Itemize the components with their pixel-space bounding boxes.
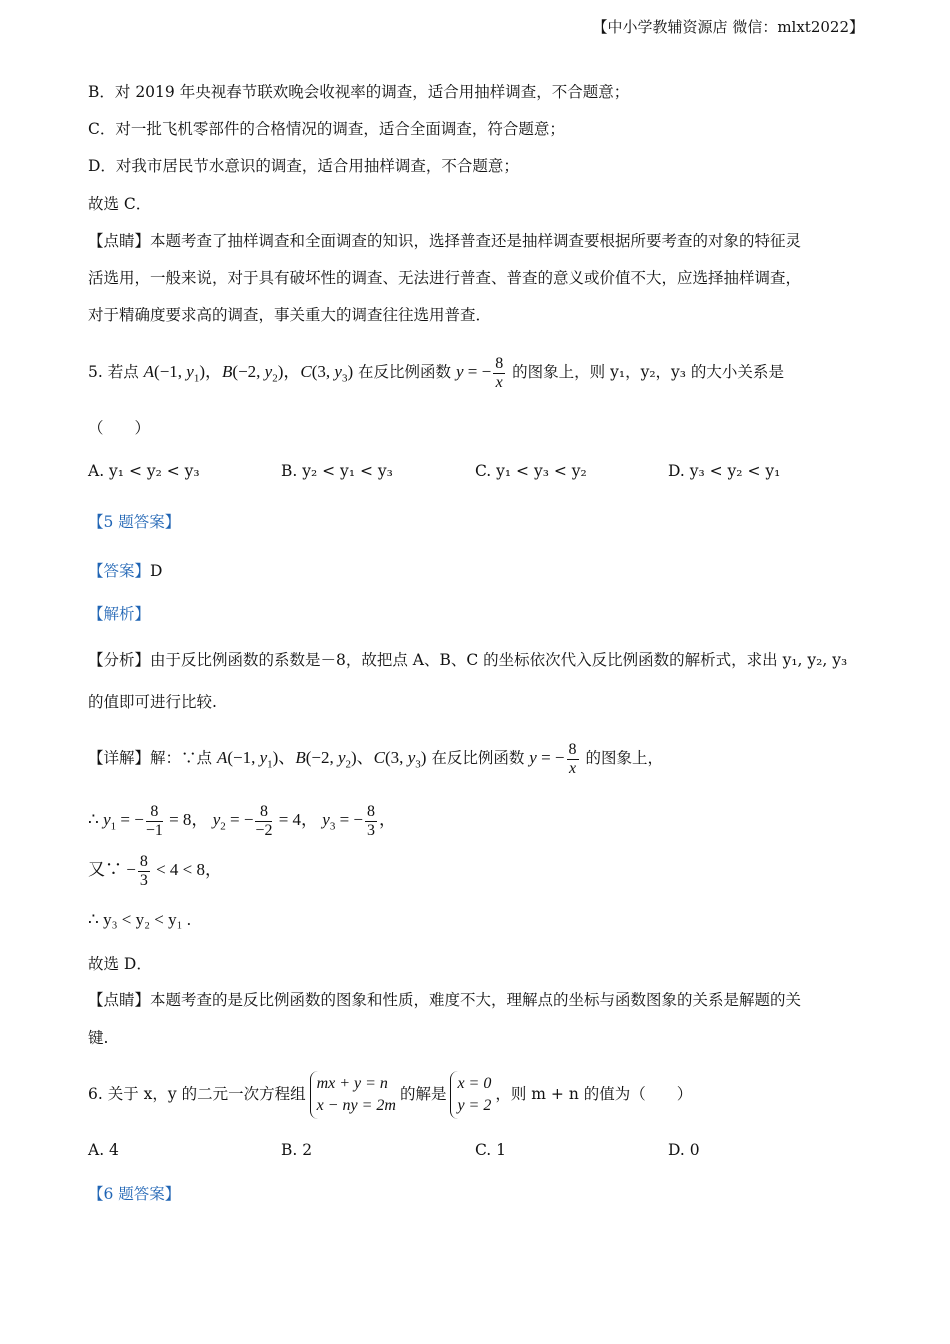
q5-stem-prefix: 5. 若点 [88,363,139,381]
q6-stem-prefix: 6. 关于 x，y 的二元一次方程组 [88,1085,306,1103]
q6-option-d: D. 0 [668,1141,700,1159]
q5-option-d: D. y₃ < y₂ < y₁ [668,462,781,480]
q5-analysis-line-2: 的值即可进行比较. [88,693,217,711]
q6-sol1: x = 0 [457,1075,492,1092]
option-c-explanation: C．对一批飞机零部件的合格情况的调查，适合全面调查，符合题意； [88,120,565,138]
q5-detail [88,738,663,784]
detail-mid: 在反比例函数 [431,749,525,767]
q5-stem [88,352,784,398]
q5-analysis-line-1: 【分析】由于反比例函数的系数是－8，故把点 A、B、C 的坐标依次代入反比例函数的解析式，求出 y₁, y₂, y₃ [88,651,848,669]
q5-step-values: ∴ $y_1$ = − $\frac{8}{-1}$ = 8， $y_2$ = − $\frac{8}{-2}$ = 4， $y_3$ = − $\frac{8}{3}$ ， [88,802,397,839]
detail-points: A(−1, $y_1$)、B(−2, $y_2$)、C(3, $y_3$) [216,748,427,771]
q6-sol2: y = 2 [457,1097,492,1114]
detail-end: 的图象上， [585,749,663,767]
q5-answer-heading: 【5 题答案】 [88,513,181,531]
q5-answer [88,561,162,581]
q6-equation-system [310,1071,396,1119]
q5-analysis-heading: 【解析】 [88,605,151,623]
q4-comment-line-1: 【点睛】本题考查了抽样调查和全面调查的知识，选择普查还是抽样调查要根据所要考查的对象的特征灵 [88,232,802,250]
q4-choice: 故选 C． [88,195,152,213]
q6-eq2: x − ny = 2m [316,1097,396,1114]
q6-solution-system [450,1071,491,1119]
q6-stem [88,1068,692,1120]
q5-option-c: C. y₁ < y₃ < y₂ [475,462,587,480]
answer-label: 【答案】 [88,562,151,580]
q6-option-b: B. 2 [281,1141,313,1159]
q6-answer-heading: 【6 题答案】 [88,1185,181,1203]
answer-value: D [150,562,163,580]
option-d-explanation: D．对我市居民节水意识的调查，适合用抽样调查，不合题意； [88,157,519,175]
q5-comment-line-1: 【点睛】本题考查的是反比例函数的图象和性质，难度不大，理解点的坐标与函数图象的关系是解题的关 [88,991,802,1009]
q6-option-c: C. 1 [475,1141,507,1159]
q6-stem-mid: 的解是 [399,1085,447,1103]
q6-eq1: mx + y = n [316,1075,388,1092]
q5-stem-end: 的图象上，则 y₁，y₂，y₃ 的大小关系是 [512,363,784,381]
option-b-explanation: B．对 2019 年央视春节联欢晚会收视率的调查，适合用抽样调查，不合题意； [88,83,630,101]
q6-option-a: A. 4 [88,1141,119,1159]
q5-comment-line-2: 键. [88,1029,109,1047]
q5-step-compare: 又∵ − $\frac{8}{3}$ < 4 < 8， [88,852,223,889]
q5-paren: （ ） [88,419,151,437]
q5-option-b: B. y₂ < y₁ < y₃ [281,462,393,480]
q4-comment-line-2: 活选用，一般来说，对于具有破坏性的调查、无法进行普查、普查的意义或价值不大，应选择抽样调查， [88,269,802,287]
detail-prefix: 【详解】解：∵点 [88,749,213,767]
q5-stem-mid: 在反比例函数 [358,363,452,381]
q5-function: y = − $\frac{8}{x}$ [456,354,504,391]
page-header: 【中小学教辅资源店 微信：mlxt2022】 [592,18,864,36]
q4-comment-line-3: 对于精确度要求高的调查，事关重大的调查往往选用普查． [88,306,492,324]
detail-function: y = − $\frac{8}{x}$ [529,740,577,777]
q6-stem-end: ，则 m + n 的值为（ ） [495,1085,693,1103]
q5-choice: 故选 D． [88,955,152,973]
q5-step-result: ∴ y₃ < y₂ < y₁ . [88,910,192,929]
q5-points: A(−1, $y_1$)，B(−2, $y_2$)，C(3, $y_3$) [143,362,354,385]
q5-option-a: A. y₁ < y₂ < y₃ [88,462,200,480]
